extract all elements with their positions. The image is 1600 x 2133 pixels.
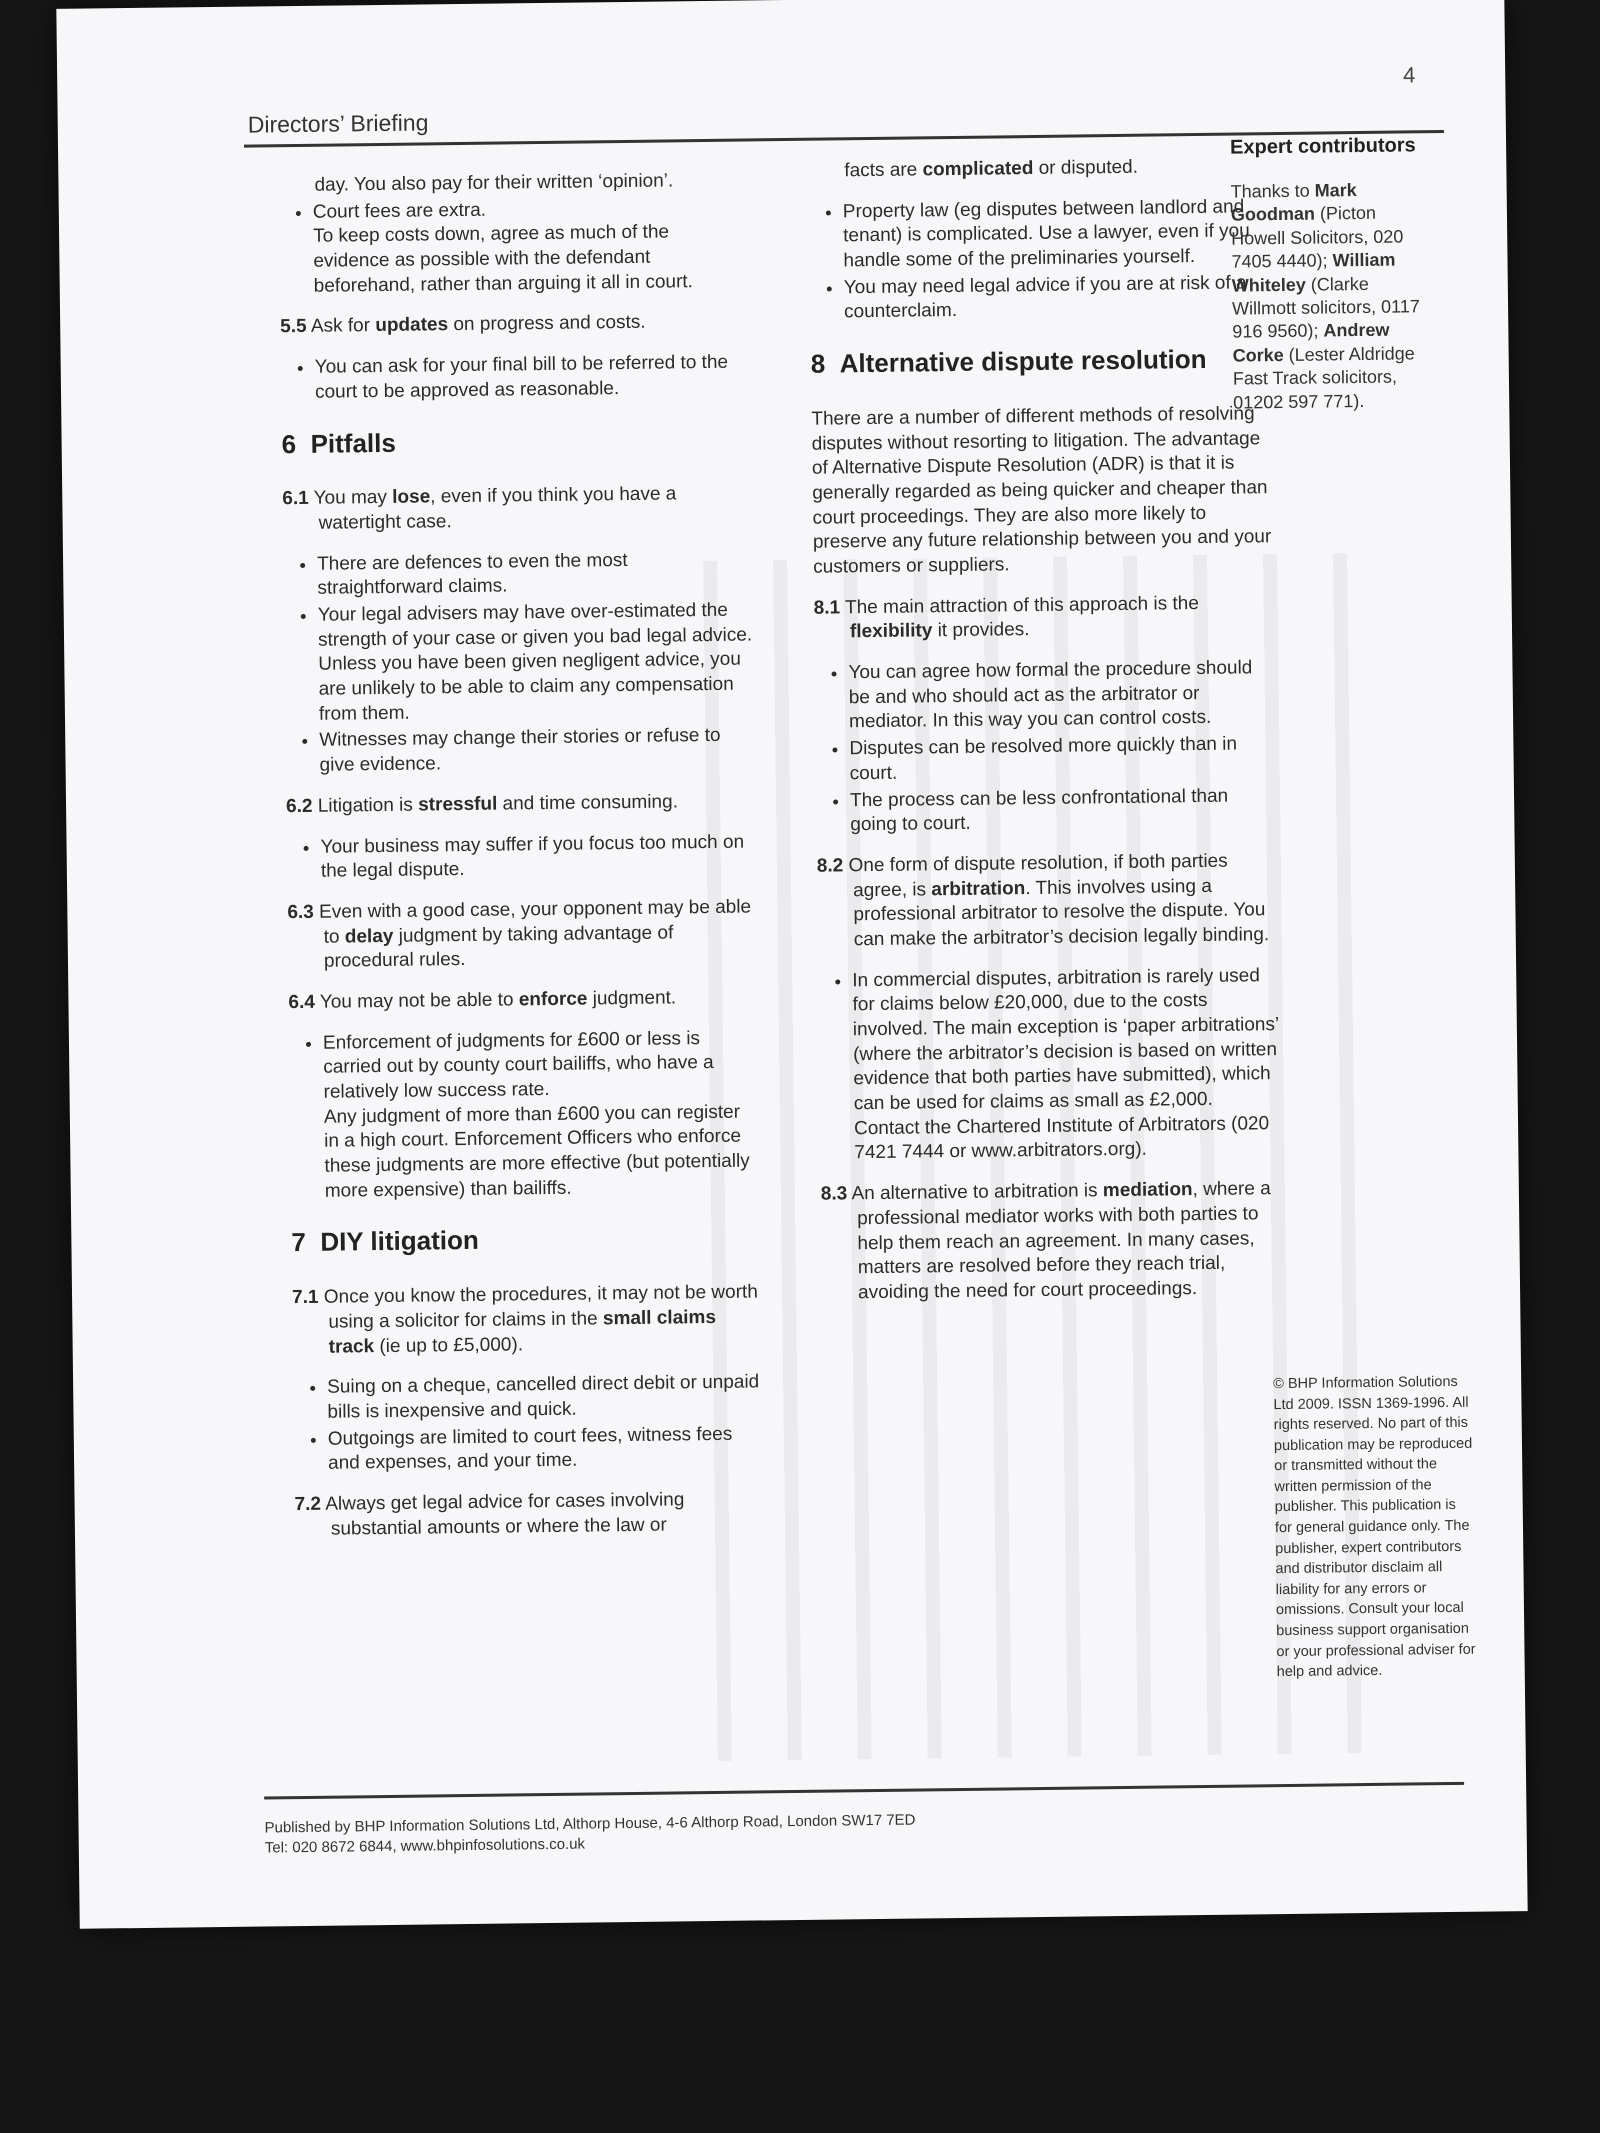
list-item: • You can agree how formal the procedure should be and who should act as the arbitrator or mediator. In this way you can control costs. xyxy=(848,656,1275,735)
expert-contributors-sidebar xyxy=(1230,132,1433,414)
document-page xyxy=(56,0,1527,1929)
continued-text: facts are complicated or disputed. xyxy=(844,156,1139,182)
list-item: • Property law (eg disputes between landlord and tenant) is complicated. Use a lawyer, even if you handle some of the preliminaries yourself. xyxy=(843,195,1270,274)
section-8-3: 8.3 An alternative to arbitration is mediation, where a professional mediator works with both parties to help them reach an agreement. In many cases, matters are resolved before they reach trial, avoiding the need for court proceedings. xyxy=(820,1178,1271,1304)
bullet-list xyxy=(281,351,752,406)
bullet-list xyxy=(289,1026,761,1205)
section-8-1: 8.1 The main attraction of this approach is the flexibility it provides. xyxy=(813,592,1199,643)
sidebar-title: Expert contributors xyxy=(1229,134,1416,159)
list-item: • In commercial disputes, arbitration is rarely used for claims below £20,000, due to the costs involved. The main exception is ‘paper arbitrations’ (where the arbitrator’s decision is based on written evidence that both parties have submitted), which can be used for claims as small as £2,000. Contact the Chartered Institute of Arbitrators (020 7421 7444 or www.arbitrators.org). xyxy=(852,964,1280,1167)
running-header: Directors’ Briefing xyxy=(247,109,429,138)
middle-column xyxy=(808,154,1282,1322)
section-heading-7: 7 DIY litigation xyxy=(291,1225,479,1258)
section-6-1: 6.1 You may lose, even if you think you have a watertight case. xyxy=(282,483,677,534)
bullet-list xyxy=(279,195,750,299)
bullet-list xyxy=(818,964,1280,1167)
bullet-list xyxy=(283,547,756,779)
list-item: • Court fees are extra. To keep costs down, agree as much of the evidence as possible with the defendant beforehand, rather than arguing it all in court. xyxy=(313,195,750,299)
list-item: • Suing on a cheque, cancelled direct debit or unpaid bills is inexpensive and quick. xyxy=(327,1371,764,1426)
section-8-intro: There are a number of different methods of resolving disputes without resorting to litigation. The advantage of Alternative Dispute Resolution (ADR) is that it is generally regarded as being quicker and cheaper than court proceedings. They are also more likely to preserve any future relationship between you and your customers or suppliers. xyxy=(811,403,1272,578)
copyright-notice: © BHP Information Solutions Ltd 2009. ISSN 1369-1996. All rights reserved. No part of this publication may be reproduced or transmitted without the written permission of the publisher. This publication is for general guidance only. The publisher, expert contributors and distributor disclaim all liability for any errors or omissions. Consult your local business support organisation or your professional adviser for help and advice. xyxy=(1273,1373,1476,1681)
list-item: • Your business may suffer if you focus too much on the legal dispute. xyxy=(320,830,757,885)
bullet-list xyxy=(286,830,757,885)
bullet-list xyxy=(293,1371,764,1477)
contributors-text: Thanks to Mark Goodman (Picton Howell Solicitors, 020 7405 4440); William Whiteley (Clarke Willmott solicitors, 0117 916 9560); Andrew Corke (Lester Aldridge Fast Track solicitors, 01202 597 771). xyxy=(1230,180,1420,413)
page-number: 4 xyxy=(1402,62,1416,88)
continued-text: day. You also pay for their written ‘opinion’. xyxy=(314,170,674,196)
bullet-list xyxy=(809,195,1270,326)
footer-rule xyxy=(264,1782,1464,1800)
bullet-list xyxy=(814,656,1276,838)
section-heading-6: 6 Pitfalls xyxy=(281,427,397,459)
list-item: • Outgoings are limited to court fees, witness fees and expenses, and your time. xyxy=(328,1422,765,1477)
list-item: • Your legal advisers may have over-estimated the strength of your case or given you bad legal advice. Unless you have been given negligent advice, you are unlikely to be able to claim any compensation from them. xyxy=(318,598,755,727)
list-item: • The process can be less confrontational than going to court. xyxy=(850,784,1277,839)
list-item: • You may need legal advice if you are at risk of a counterclaim. xyxy=(844,271,1271,326)
section-8-2: 8.2 One form of dispute resolution, if both parties agree, is arbitration. This involves using a professional arbitrator to resolve the dispute. You can make the arbitrator’s decision legally binding. xyxy=(816,850,1270,951)
publisher-footer: Published by BHP Information Solutions Ltd, Althorp House, 4-6 Althorp Road, London SW17 7ED Tel: 020 8672 6844, www.bhpinfosolutions.co.uk xyxy=(264,1811,916,1857)
section-7-1: 7.1 Once you know the procedures, it may not be worth using a solicitor for claims in the small claims track (ie up to £5,000). xyxy=(291,1281,758,1358)
section-5-5: 5.5 Ask for updates on progress and costs. xyxy=(280,312,646,338)
list-item: • You can ask for your final bill to be referred to the court to be approved as reasonable. xyxy=(315,351,752,406)
section-6-4: 6.4 You may not be able to enforce judgment. xyxy=(288,987,677,1014)
section-heading-8: 8 Alternative dispute resolution xyxy=(810,344,1207,379)
left-column xyxy=(278,168,765,1558)
list-item: • There are defences to even the most straightforward claims. xyxy=(317,547,754,602)
list-item: • Enforcement of judgments for £600 or less is carried out by county court bailiffs, who have a relatively low success rate. Any judgment of more than £600 you can register in a high court. Enforcement Officers who enforce these judgments are more effective (but potentially more expensive) than bailiffs. xyxy=(323,1026,761,1204)
section-6-3: 6.3 Even with a good case, your opponent may be able to delay judgment by taking advantage of procedural rules. xyxy=(287,896,752,973)
list-item: • Disputes can be resolved more quickly than in court. xyxy=(849,732,1276,787)
list-item: • Witnesses may change their stories or refuse to give evidence. xyxy=(319,724,756,779)
section-6-2: 6.2 Litigation is stressful and time consuming. xyxy=(285,791,679,818)
section-7-2: 7.2 Always get legal advice for cases involving substantial amounts or where the law or xyxy=(294,1489,685,1540)
